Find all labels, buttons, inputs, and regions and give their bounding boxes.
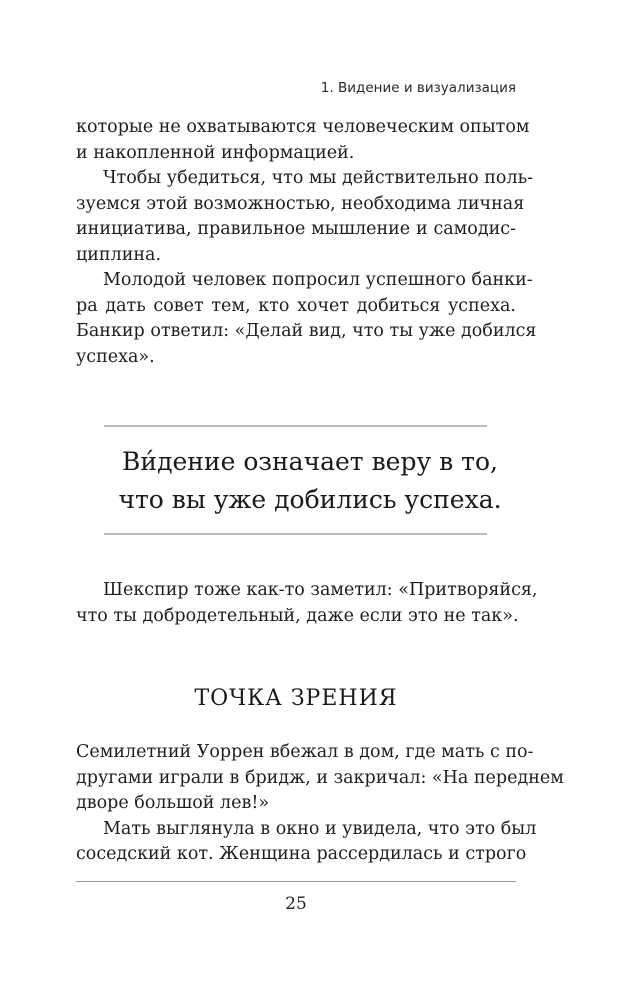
- section-heading: ТОЧКА ЗРЕНИЯ: [194, 686, 398, 711]
- text-line: Мать выглянула в окно и увидела, что это был: [103, 818, 537, 839]
- text-line: Банкир ответил: «Делай вид, что ты уже добился: [76, 321, 537, 341]
- text-line: другами играли в бридж, и закричал: «На переднем: [76, 767, 564, 788]
- body-text-block: [76, 578, 538, 629]
- pull-quote-line: что вы уже добились успеха.: [118, 485, 502, 514]
- text-line: Молодой человек попросил успешного банки-: [103, 270, 533, 290]
- text-line: соседский кот. Женщина рассердилась и строго: [76, 844, 527, 864]
- body-text-block: [76, 115, 537, 370]
- text-line: что ты добродетельный, даже если это не так».: [76, 605, 519, 626]
- text-line: которые не охватываются человеческим опытом: [76, 117, 530, 137]
- pull-quote-top-rule: [104, 425, 487, 427]
- text-line: циплина.: [76, 244, 162, 265]
- text-line: зуемся этой возможностью, необходима личная: [76, 193, 525, 214]
- pull-quote-line: Ви́дение означает веру в то,: [122, 447, 498, 476]
- text-line: дворе большой лев!»: [76, 793, 270, 813]
- pull-quote: [76, 443, 544, 519]
- text-line: успеха».: [76, 346, 155, 367]
- text-line: Шекспир тоже как-то заметил: «Притворяйся,: [103, 580, 538, 600]
- text-line: Семилетний Уоррен вбежал в дом, где мать с по-: [76, 742, 534, 762]
- pull-quote-bottom-rule: [104, 533, 487, 535]
- footer-rule: [76, 881, 516, 882]
- page-number: 25: [285, 894, 307, 914]
- running-head: 1. Видение и визуализация: [320, 80, 516, 96]
- body-text-block: [76, 740, 564, 868]
- text-line: Чтобы убедиться, что мы действительно поль-: [103, 168, 534, 188]
- text-line: инициатива, правильное мышление и самодис-: [76, 219, 516, 239]
- text-line: ра дать совет тем, кто хочет добиться успеха.: [76, 295, 516, 316]
- text-line: и накопленной информацией.: [76, 142, 355, 163]
